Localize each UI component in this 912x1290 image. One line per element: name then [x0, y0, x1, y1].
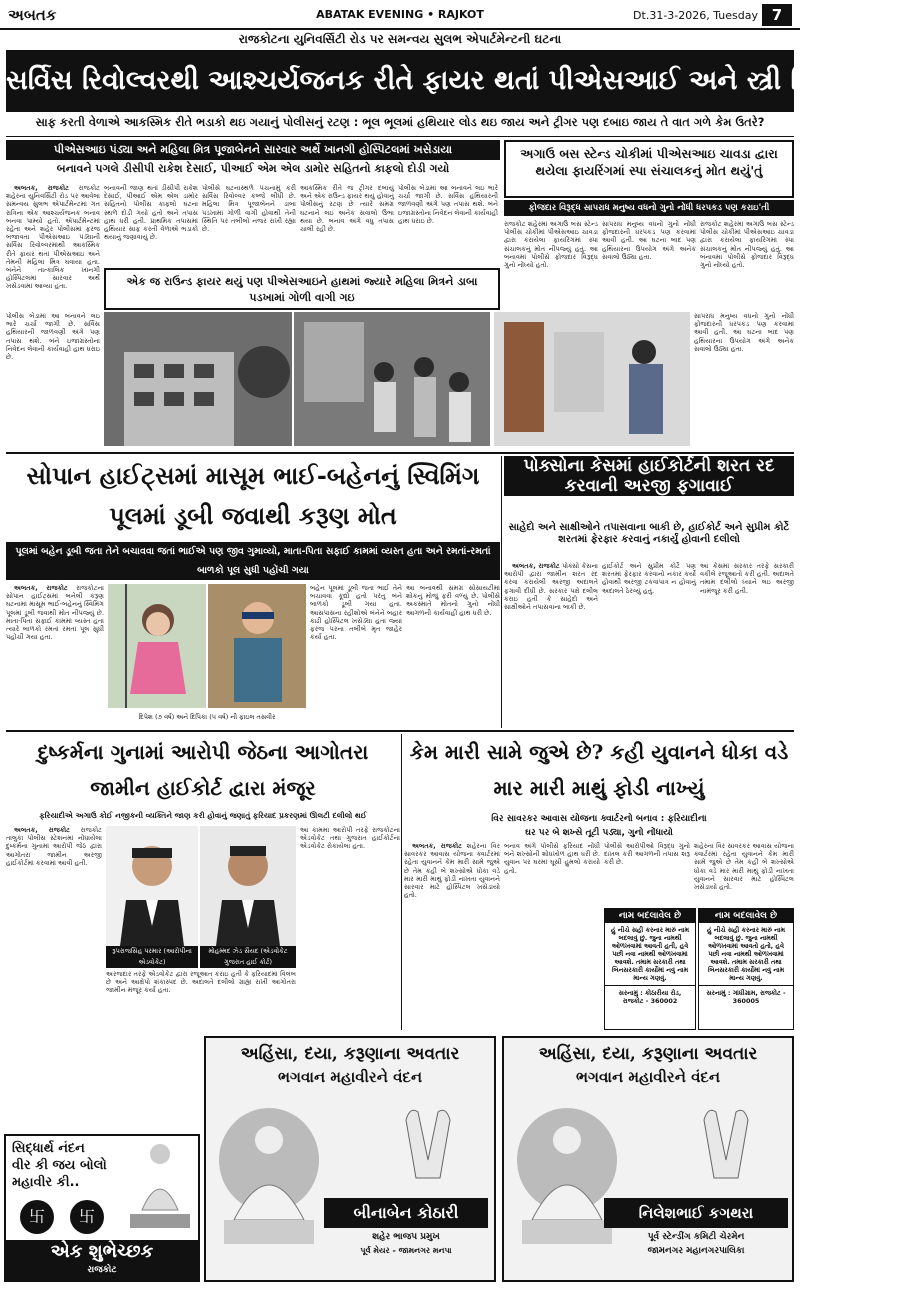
story2-col3a: રાજકોટ શહેરમાં અગાઉ બસ સ્ટેન્ડ પોલીસ ચોકીમાં પીએસઆઇ ચાવડા દ્વારા કરાયેલા ફાયરિંગમાં સ્પા સંચાલકનું મોત નીપજ્યું હતું. આ બનાવમાં પોલીસે ફોજદાર વિરૂદ્ધ ગુનો નોંધ્યો હતો. — [700, 220, 794, 270]
notice-2-title: નામ બદલાવેલ છે — [699, 909, 793, 923]
ad2-name: નિલેશભાઈ કગથરા — [604, 1198, 788, 1228]
story1-col1-cont: પોલીસ બેડામાં આ બનાવને લઇ ભારે ચર્ચા જાગી છે. સર્વિસ હથિયારની જાળવણી અંગે પણ તપાસ થશે. બંને ઇજાગ્રસ્તોના નિવેદન લેવાની કાર્યવાહી હાથ ધરાઇ છે. — [6, 312, 100, 362]
swastik-icon: 卐 — [70, 1200, 104, 1234]
ad-binaben — [204, 1036, 496, 1282]
story5-text-1: રાજકોટ તાલુકા પોલીસ સ્ટેશનમાં નોંધાયેલા દુષ્કર્મના ગુનામાં આરોપી જેઠ દ્વારા આગોતરા જામીન અરજી હાઈકોર્ટમાં કરવામાં આવી હતી. — [6, 826, 102, 867]
girl-photo-art — [108, 584, 206, 708]
divider — [6, 452, 794, 454]
story3-headline-1 — [6, 456, 500, 530]
notice-1-body: હું નીચે સહી કરનાર મારું નામ બદલાવું છું. જુના નામથી ઓળખવામાં આવતી હતી, હવે પછી નવા નામથી ઓળખવામાં આવશે. તમામ સરકારી તથા બિનસરકારી કાર્યોમાં નવું નામ માન્ય ગણવું. — [611, 926, 689, 982]
notice-1 — [604, 908, 696, 1030]
story4-headline: પોક્સોના કેસમાં હાઈકોર્ટની શરત રદ કરવાની અરજી ફગાવાઈ — [504, 456, 794, 496]
story3-headline-text: સોપાન હાઈટ્સમાં માસૂમ ભાઈ-બહેનનું સ્વિમિંગ પૂલમાં ડૂબી જવાથી કરૂણ મોત — [26, 461, 480, 530]
dateline: અબતક, રાજકોટ — [14, 584, 68, 592]
swastik-icon: 卐 — [20, 1200, 54, 1234]
story6-subhead-line1: વિર સાવરકર આવાસ યોજના ક્વાર્ટરનો બનાવ : ફરિયાદીના — [491, 814, 707, 824]
story3-col1 — [6, 584, 104, 726]
story5-photo-advocate-1 — [106, 826, 198, 946]
story3-col3: આ બનાવથી સમગ્ર સોસાયટીમાં શોકનું મોજું ફરી વળ્યું છે. પોલીસે અકસ્માતે મોતનો ગુનો નોંધી આગળની કાર્યવાહી હાથ ધરી છે. — [406, 584, 500, 617]
story6-subhead-line2: ઘર પર બે શખ્સે તૂટી પડ્યા, ગુનો નોંધાયો — [525, 828, 673, 838]
ad1-role-2: પૂર્વ મેયર - જામનગર મનપા — [360, 1246, 452, 1255]
story2-col1: રાજકોટ શહેરમાં અગાઉ બસ સ્ટેન્ડ પોલીસ ચોકીમાં પીએસઆઇ ચાવડા દ્વારા કરાયેલા ફાયરિંગમાં સ્પા સંચાલકનું મોત નીપજ્યું હતું. આ બનાવમાં પોલીસે ફોજદાર વિરૂદ્ધ ગુનો નોંધ્યો હતો. — [504, 220, 598, 270]
story6-col4: શહેરના વિર સાવરકર આવાસ યોજના ક્વાર્ટરમાં રહેતા યુવાનને કેમ મારી સામે જુએ છે તેમ કહી બે શખ્સોએ ધોકા વડે માર મારી માથું ફોડી નાખતા યુવાનને સારવાર માટે હોસ્પિટલ ખસેડાયો હતો. — [694, 842, 794, 892]
story3-col2: બહેન પૂલમાં ડૂબી જતા ભાઈ તેને બચાવવા કૂદ્યો હતો પરંતુ બંને બાળકો ડૂબી ગયા હતા. આસપાસના રહીશોએ બંનેને બહાર કાઢી હોસ્પિટલ ખસેડ્યા હતા જ્યાં ફરજ પરના તબીબે મૃત જાહેર કર્યા હતા. — [310, 584, 402, 642]
story2-col3: સાપરાધ મનુષ્ય વધનો ગુનો નોંધી ફોજદારની ધરપકડ પણ કરવામાં આવી હતી. આ ઘટના બાદ પણ હથિયારના ઉપયોગ અંગે અનેક સવાલો ઉઠ્યા હતા. — [694, 312, 794, 353]
boy-photo-art — [208, 584, 306, 708]
story2-strap: ફોજદાર વિરૂદ્ધ સાપરાધ મનુષ્ય વધનો ગુનો નોંધી ધરપકડ પણ કરાઇ'તી — [504, 200, 794, 216]
story1-headline: સર્વિસ રિવોલ્વરથી આશ્ચર્યજનક રીતે ફાયર થતાં પીએસઆઈ અને સ્ત્રી મિત્ર ઘવાયા — [6, 50, 794, 112]
story1-strap: પીએસઆઇ પંડ્યા અને મહિલા મિત્ર પૂજાબેનને સારવાર અર્થે ખાનગી હોસ્પિટલમાં ખસેડાયા — [6, 140, 500, 160]
story2-col2: સાપરાધ મનુષ્ય વધનો ગુનો નોંધી ફોજદારની ધરપકડ પણ કરવામાં આવી હતી. આ ઘટના બાદ પણ હથિયારના ઉપયોગ અંગે અનેક સવાલો ઉઠ્યા હતા. — [602, 220, 696, 261]
folded-hands-icon — [376, 1100, 476, 1180]
story4-subhead: સાહેદો અને સાક્ષીઓને તપાસવાના બાકી છે, હાઈકોર્ટ અને સુપ્રીમ કોર્ટે શરતમાં ફેરફાર કરવાનું નકાર્યું હોવાની દલીલો — [508, 522, 790, 545]
dateline: અબતક, રાજકોટ — [512, 562, 560, 570]
dateline: અબતક, રાજકોટ — [14, 826, 70, 834]
story5-photo-advocate-2 — [200, 826, 296, 946]
advocate-1-portrait — [106, 826, 198, 946]
ad2-role-1: પૂર્વ સ્ટેન્ડીંગ કમિટી ચેરમેન — [647, 1232, 745, 1242]
ad-small — [4, 1134, 200, 1282]
divider — [6, 730, 794, 732]
story6-col2: બનાવ અંગે પોલીસે ફરિયાદ નોંધી બંને શખ્સોની શોધખોળ હાથ ધરી છે. યુવાન પર ઘરમાં ઘૂસી હુમલો કરાયો હતો. — [504, 842, 600, 875]
story3-photo-boy — [208, 584, 306, 708]
story1-photo-interior — [494, 312, 690, 446]
ad-small-city: રાજકોટ — [87, 1265, 117, 1275]
ad2-role-2: જામનગર મહાનગરપાલિકા — [647, 1246, 745, 1256]
story5-col3: આ કામમાં આરોપી તરફે રાજકોટના એડવોકેટ તથા ગુજરાત હાઈકોર્ટના એડવોકેટ રોકાયેલા હતા. — [300, 826, 400, 851]
story6-headline: કેમ મારી સામે જુએ છે? કહી યુવાનને ધોકા વડે માર મારી માથું ફોડી નાખ્યું — [409, 740, 789, 800]
story1-subhead: સાફ કરતી વેળાએ આકસ્મિક રીતે ભડાકો થઇ ગયાનું પોલીસનું રટણ : ભૂલ ભૂલમાં હથિયાર લોડ થઇ જાય અને ટ્રીગર પણ દબાઇ જાય તે વાત ગળે કેમ ઉતરે? — [35, 115, 765, 129]
ad-small-line1: સિદ્ધાર્થ નંદન — [12, 1141, 85, 1156]
crowd-photo-art — [294, 312, 490, 446]
ad-small-line2: વીર કી જય બોલો — [12, 1158, 107, 1173]
building-photo-art — [104, 312, 292, 446]
ad1-heading-2: ભગવાન મહાવીરને વંદન — [278, 1068, 422, 1086]
ad1-heading-1: અહિંસા, દયા, કરૂણાના અવતાર — [240, 1044, 460, 1064]
story5-caption-1: રૂપરાજસિંહ પરમાર (આરોપીના એડવોકેટ) — [106, 946, 198, 968]
story1-inset: એક જ રાઉન્ડ ફાયર થયું પણ પીએસઆઇને હાથમાં જ્યારે મહિલા મિત્રને ડાબા પડખામાં ગોળી વાગી ગઇ — [104, 268, 500, 310]
mahavir-statue-icon — [124, 1140, 196, 1230]
ad2-heading-2: ભગવાન મહાવીરને વંદન — [576, 1068, 720, 1086]
ad-small-signature: એક શુભેચ્છક — [50, 1241, 154, 1262]
ad-small-line3: મહાવીર કી.. — [12, 1175, 80, 1190]
ad1-role-1: શહેર ભાજપ પ્રમુખ — [372, 1232, 440, 1242]
story5-subhead: ફરિયાદીએ અગાઉ કોઈ નજીકની વ્યક્તિને જાણ કરી હોવાનું જણાતું ફરિયાદ પ્રકરણમાં ઊલટી દલીલો થઈ — [39, 811, 367, 820]
story3-text-1: રાજકોટના સોપાન હાઈટ્સમાં બનેલી કરૂણ ઘટનામાં માસૂમ ભાઈ-બહેનનું સ્વિમિંગ પૂલમાં ડૂબી જવાથી મોત નીપજ્યું છે. માતા-પિતા સફાઈ કામમાં વ્યસ્ત હતા ત્યારે બાળકો રમતાં રમતાં પૂલ સુધી પહોંચી ગયા હતા. — [6, 584, 104, 642]
story1-col2: બનાવની જાણ થતાં ડીસીપી રાકેશ દેસાઈ, પીઆઈ એમ એલ ડામોર સહિતનો પોલીસ કાફલો ઘટના સ્થળે દોડી ગયો હતો અને તપાસ હાથ ધરી હતી. પ્રાથમિક તપાસમાં હથિયાર સાફ કરતી વેળાએ ભડાકો થયાનું જણાવાયું છે. — [104, 184, 198, 242]
story3-photo-girl — [108, 584, 206, 708]
mahavir-statue-icon — [214, 1100, 324, 1250]
folded-hands-icon — [674, 1100, 774, 1180]
story2-headline: અગાઉ બસ સ્ટેન્ડ ચોકીમાં પીએસઆઇ ચાવડા દ્વારા થયેલા ફાયરિંગમાં સ્પા સંચાલકનું મોત થયું'તું — [504, 140, 794, 198]
ad-small-footer — [6, 1240, 198, 1280]
story3-caption: દિપેશ (૭ વર્ષ) અને દિપિકા (૫ વર્ષ) ની ફાઇલ તસવીર — [138, 713, 276, 721]
story1-col4: આકસ્મિક રીતે જ ટ્રીગર દબાયું અને એક રાઉન્ડ ફાયર થયું હોવાનું પોલીસનું રટણ છે ત્યારે સમગ્ર ઘટનાને લઇ અનેક સવાલો ઉભા થયા છે. બનાવ અંગે વધુ તપાસ ચાલી રહી છે. — [300, 184, 394, 234]
story4-col1 — [504, 562, 598, 726]
dateline: અબતક, રાજકોટ — [412, 842, 463, 850]
story1-photo-crowd — [294, 312, 490, 446]
notice-1-address: સરનામું : કોઠારીયા રોડ, રાજકોટ - 360002 — [605, 985, 695, 1008]
story5-col1 — [6, 826, 102, 1030]
story5-headline: દુષ્કર્મના ગુનામાં આરોપી જેઠના આગોતરા જામીન હાઈકોર્ટ દ્વારા મંજૂર — [37, 740, 369, 800]
story1-kicker: રાજકોટના યુનિવર્સિટી રોડ પર સમન્વય સુલભ એપાર્ટમેન્ટની ઘટના — [238, 32, 562, 46]
story6-col3: પોલીસે આરોપીઓ વિરૂદ્ધ ગુનો દાખલ કરી આગળની તપાસ શરૂ કરી છે. — [604, 842, 690, 867]
notice-2-body: હું નીચે સહી કરનાર મારું નામ બદલાવું છું. જુના નામથી ઓળખવામાં આવતો હતો, હવે પછી નવા નામથી ઓળખવામાં આવશે. તમામ સરકારી તથા બિનસરકારી કાર્યોમાં નવું નામ માન્ય ગણવું. — [707, 926, 785, 982]
story5-col2: અરજદાર તરફે એડવોકેટ દ્વારા રજૂઆત કરાઇ હતી કે ફરિયાદમાં વિલંબ છે અને આક્ષેપો શંકાસ્પદ છે. અદાલતે દલીલો ગ્રાહ્ય રાખી આગોતરા જામીન મંજૂર કર્યા હતા. — [106, 970, 296, 995]
story6-col1 — [404, 842, 500, 1030]
story1-photo-building — [104, 312, 292, 446]
ad-small-text — [12, 1140, 122, 1191]
story1-col5: પોલીસ બેડામાં આ બનાવને લઇ ભારે ચર્ચા જાગી છે. સર્વિસ હથિયારની જાળવણી અંગે પણ તપાસ થશે. બંને ઇજાગ્રસ્તોના નિવેદન લેવાની કાર્યવાહી હાથ ધરાઇ છે. — [398, 184, 498, 225]
story1-deck: બનાવને પગલે ડીસીપી રાકેશ દેસાઈ, પીઆઈ એમ એલ ડામોર સહિતનો કાફલો દોડી ગયો — [56, 162, 450, 175]
story3-strap: પૂલમાં બહેન ડૂબી જતા તેને બચાવવા જતાં ભાઈએ પણ જીવ ગુમાવ્યો, માતા-પિતા સફાઈ કામમાં વ્યસ્ત હતા અને રમતાં-રમતાં બાળકો પૂલ સુધી પહોંચી ગયા — [6, 542, 500, 580]
story1-col3: પોલીસે ઘટનાસ્થળે પંચનામું કરી સર્વિસ રિવોલ્વર કબ્જે લીધી છે. મહિલા મિત્ર પૂજાબેનને ડાબા પડખામાં ગોળી વાગી હોવાથી તેની સ્થિતિ પર તબીબો નજર રાખી રહ્યા છે. — [202, 184, 296, 234]
notice-1-title: નામ બદલાવેલ છે — [605, 909, 695, 923]
column-rule — [501, 456, 502, 728]
paper-name: ABATAK EVENING • RAJKOT — [316, 8, 484, 21]
story4-col2: હાઈકોર્ટ અને સુપ્રીમ કોર્ટે પણ શરતમાં ફેરફાર કરવાનો નકાર કર્યો હોવાથી અરજી ટકવાપાત્ર ન હોવાનું અદાલતે ઠેરવ્યું હતું. — [602, 562, 696, 595]
notice-2-address: સરનામું : ગાંધીગ્રામ, રાજકોટ - 360005 — [699, 985, 793, 1008]
story4-col3: આ કેસમાં સરકાર તરફે સરકારી વકીલે રજૂઆતો કરી હતી. અદાલતે તમામ દલીલો ધ્યાને લઇ અરજી નામંજૂર કરી હતી. — [700, 562, 794, 595]
story1-text-1: રાજકોટ શહેરના યુનિવર્સિટી રોડ પર આવેલા સમન્વય સુલભ એપાર્ટમેન્ટમાં ગત રાત્રિના એક આશ્ચર્યજનક બનાવ બનવા પામ્યો હતો. એપાર્ટમેન્ટમાં રહેતા અને શહેર પોલીસમાં ફરજ બજાવતા પીએસઆઇ પંડ્યાની સર્વિસ રિવોલ્વરમાંથી આકસ્મિક રીતે ફાયર થતાં પીએસઆઇ અને તેમની મહિલા મિત્ર ઘવાયા હતા. બંનેને તાત્કાલિક ખાનગી હોસ્પિટલમાં સારવાર અર્થે ખસેડવામાં આવ્યા હતા. — [6, 184, 100, 291]
ad-nileshbhai — [502, 1036, 794, 1282]
notice-2 — [698, 908, 794, 1030]
story4-text-1: પોક્સો કેસના આરોપી દ્વારા જામીન શરત રદ કરવા કરાયેલી અરજી અદાલતે ફગાવી દીધી છે. સરકાર પક્ષે દલીલ કરાઇ હતી કે સાહેદો અને સાક્ષીઓને તપાસવાના બાકી છે. — [504, 562, 598, 612]
story6-text-1: શહેરના વિર સાવરકર આવાસ યોજના ક્વાર્ટરમાં રહેતા યુવાનને કેમ મારી સામે જુએ છે તેમ કહી બે શખ્સોએ ધોકા વડે માર મારી માથું ફોડી નાખતા યુવાનને સારવાર માટે હોસ્પિટલ ખસેડાયો હતો. — [404, 842, 500, 900]
story6-subhead — [404, 812, 794, 840]
page-number: 7 — [762, 4, 792, 26]
divider — [6, 136, 794, 137]
paper-logo: અબતક — [8, 6, 57, 24]
interior-photo-art — [494, 312, 690, 446]
issue-date: Dt.31-3-2026, Tuesday — [633, 9, 758, 22]
advocate-2-portrait — [200, 826, 296, 946]
story1-col1 — [6, 184, 100, 310]
dateline: અબતક, રાજકોટ — [14, 184, 69, 192]
ad2-heading-1: અહિંસા, દયા, કરૂણાના અવતાર — [538, 1044, 758, 1064]
column-rule — [401, 734, 402, 1030]
ad1-name: બીનાબેન કોઠારી — [324, 1198, 488, 1228]
story5-caption-2: મોહમ્મદ ઝેડ સૈયદ (એડવોકેટ ગુજરાત હાઈ કોર્ટ) — [200, 946, 296, 968]
